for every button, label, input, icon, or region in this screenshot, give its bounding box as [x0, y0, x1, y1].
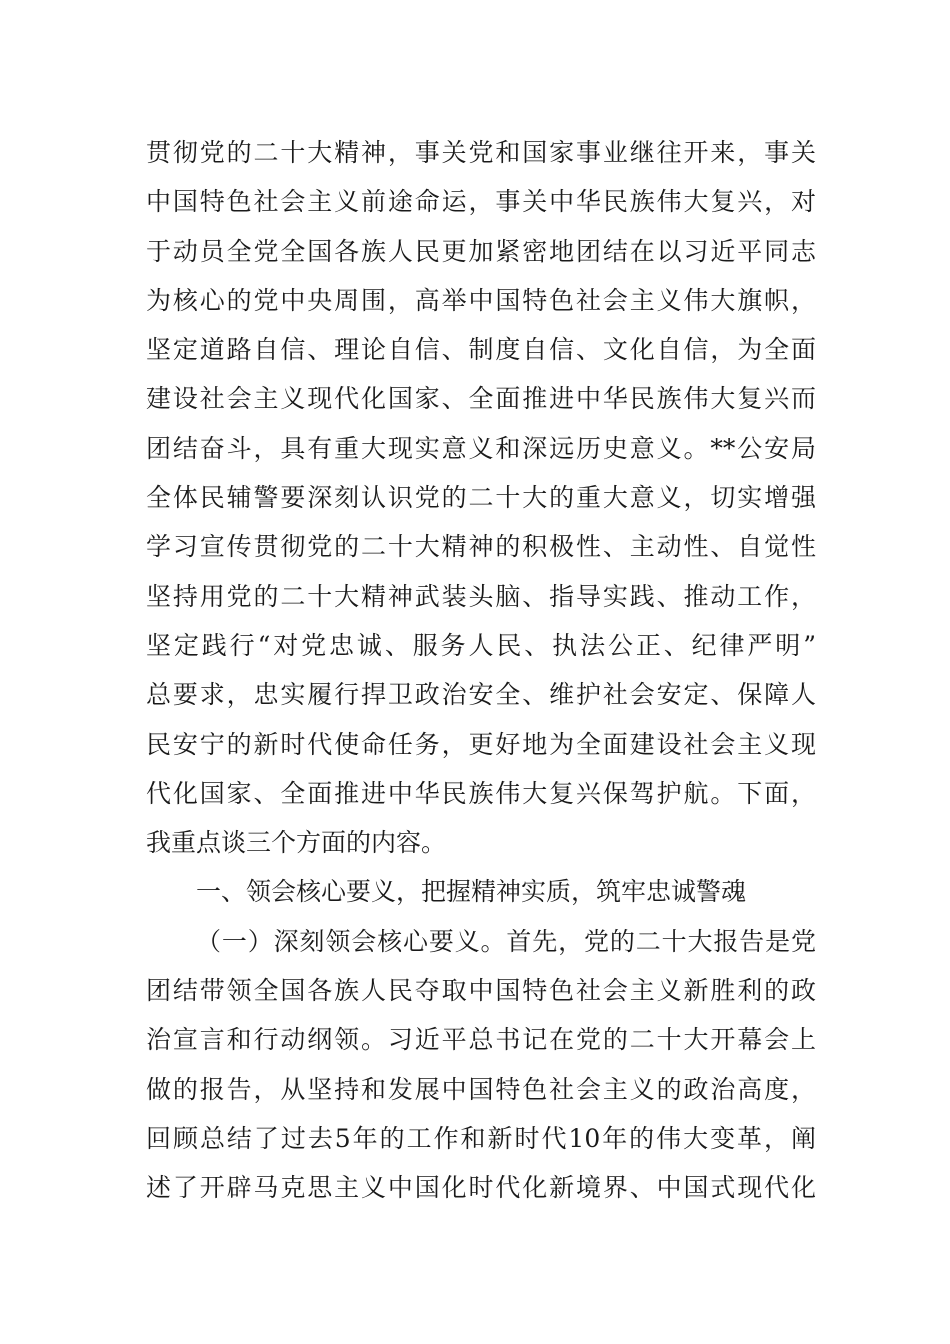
text-line: 坚持用党的二十大精神武装头脑、指导实践、推动工作， [146, 581, 816, 611]
text-line: 代化国家、全面推进中华民族伟大复兴保驾护航。下面， [146, 778, 816, 808]
text-line: 做的报告，从坚持和发展中国特色社会主义的政治高度， [146, 1074, 816, 1104]
text-line: 中国特色社会主义前途命运，事关中华民族伟大复兴，对 [146, 187, 816, 217]
text-line: 团结带领全国各族人民夺取中国特色社会主义新胜利的政 [146, 976, 816, 1006]
subsection-line: （一）深刻领会核心要义。首先，党的二十大报告是党 [196, 926, 816, 956]
text-line: 我重点谈三个方面的内容。 [146, 828, 447, 858]
text-line: 建设社会主义现代化国家、全面推进中华民族伟大复兴而 [146, 384, 816, 414]
text-line: 民安宁的新时代使命任务，更好地为全面建设社会主义现 [146, 729, 816, 759]
text-line: 治宣言和行动纲领。习近平总书记在党的二十大开幕会上 [146, 1025, 816, 1055]
text-line: 全体民辅警要深刻认识党的二十大的重大意义，切实增强 [146, 483, 816, 513]
text-line: 总要求，忠实履行捍卫政治安全、维护社会安定、保障人 [146, 680, 816, 710]
text-line: 为核心的党中央周围，高举中国特色社会主义伟大旗帜， [146, 285, 816, 315]
text-line: 回顾总结了过去5年的工作和新时代10年的伟大变革，阐 [146, 1123, 816, 1153]
document-body [146, 128, 816, 1213]
text-line: 团结奋斗，具有重大现实意义和深远历史意义。**公安局 [146, 433, 816, 463]
text-line: 坚定践行“对党忠诚、服务人民、执法公正、纪律严明” [146, 630, 816, 660]
text-line: 述了开辟马克思主义中国化时代化新境界、中国式现代化 [146, 1173, 816, 1203]
text-line: 坚定道路自信、理论自信、制度自信、文化自信，为全面 [146, 335, 816, 365]
text-line: 贯彻党的二十大精神，事关党和国家事业继往开来，事关 [146, 138, 816, 167]
section-heading: 一、领会核心要义，把握精神实质，筑牢忠诚警魂 [196, 877, 747, 907]
text-line: 于动员全党全国各族人民更加紧密地团结在以习近平同志 [146, 236, 816, 266]
text-line: 学习宣传贯彻党的二十大精神的积极性、主动性、自觉性 [146, 532, 816, 562]
